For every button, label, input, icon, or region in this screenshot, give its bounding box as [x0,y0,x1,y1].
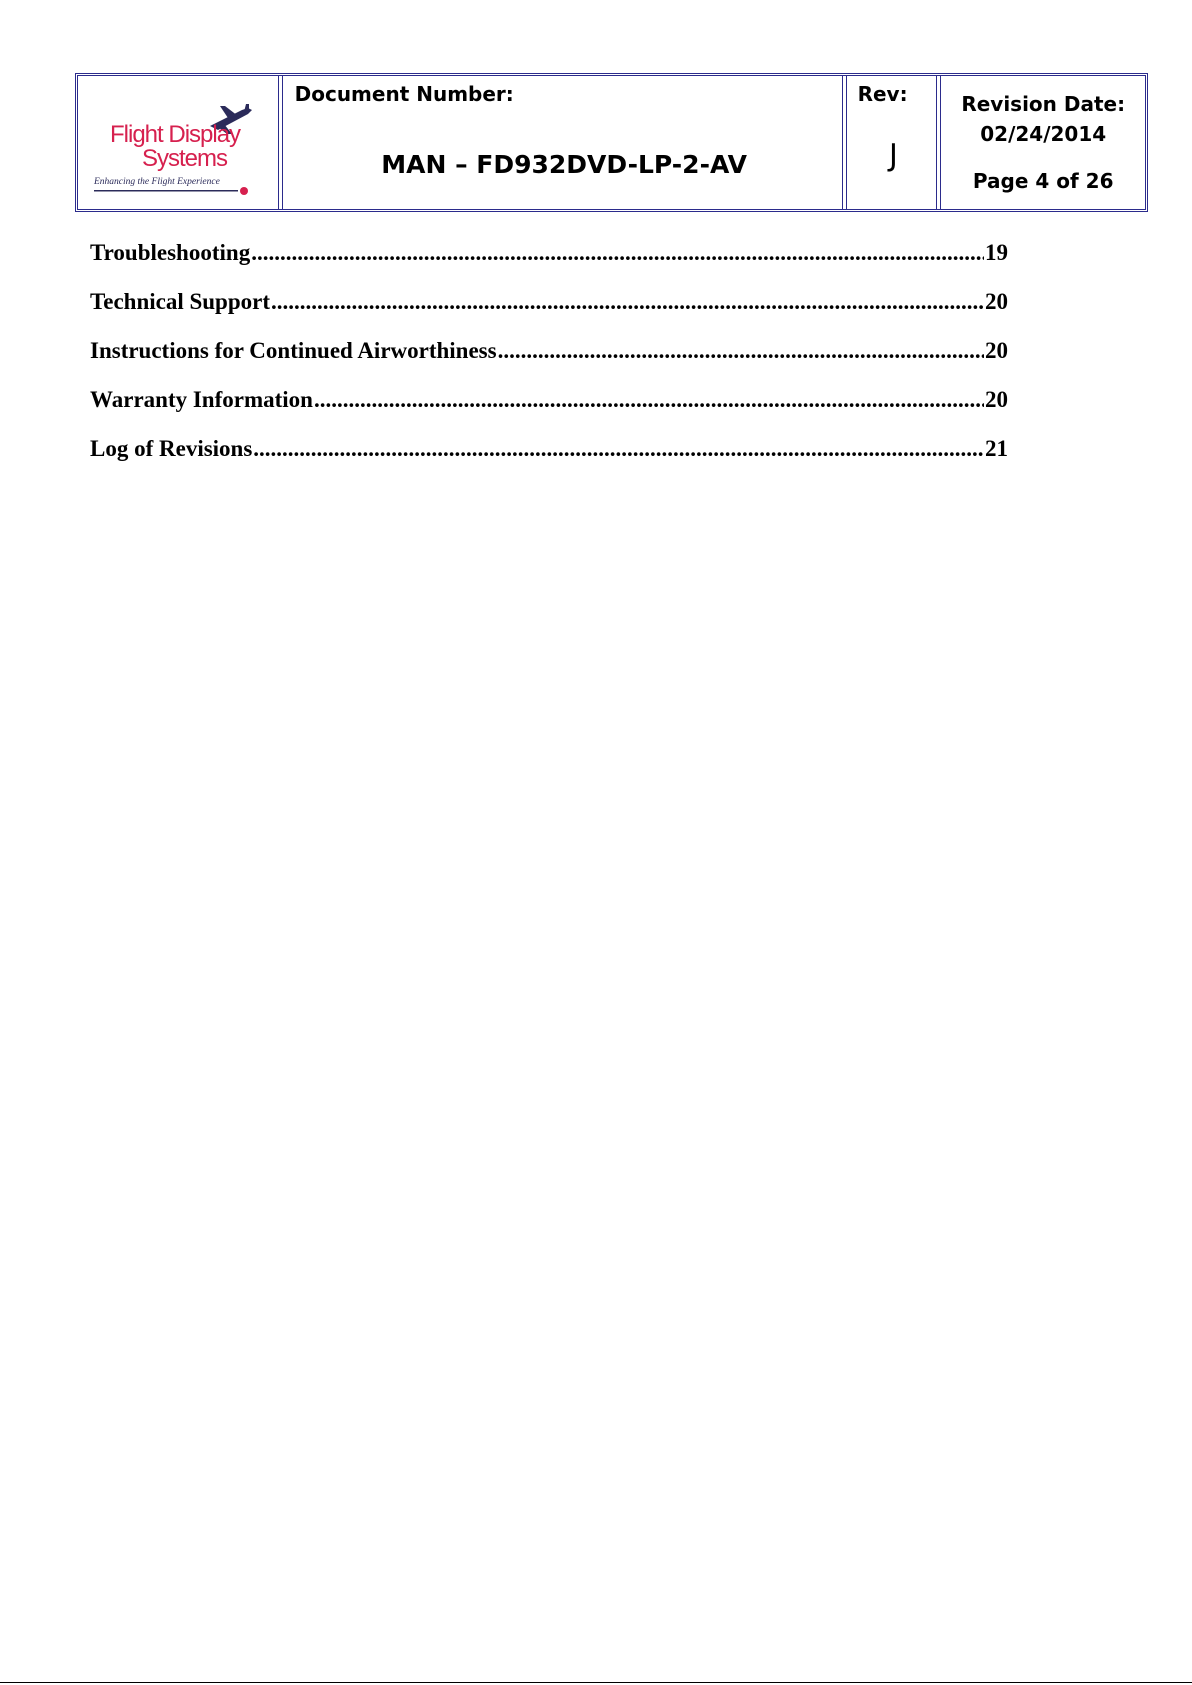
toc-entry-title[interactable]: Log of Revisions [90,436,253,461]
toc-dot-leader [253,436,984,462]
document-header [77,75,1146,210]
toc-entry-title[interactable]: Warranty Information [90,387,313,412]
logo-line1: Flight Display [110,121,241,148]
toc-entry-page[interactable]: 20 [985,387,1008,412]
logo-cell [78,76,283,209]
toc-entry-page[interactable]: 19 [985,240,1008,265]
toc-dot-leader [498,338,984,364]
toc-entry-page[interactable]: 20 [985,289,1008,314]
document-number: MAN – FD932DVD-LP-2-AV [381,150,747,179]
logo-line2: Systems [142,145,228,172]
table-of-contents [90,240,1008,485]
flight-display-systems-logo [92,96,268,196]
rev-label: Rev: [857,82,908,106]
toc-entry[interactable] [90,289,1008,338]
toc-entry-title[interactable]: Troubleshooting [90,240,251,265]
toc-entry-page[interactable]: 20 [985,338,1008,363]
toc-dot-leader [314,387,984,413]
logo-dot [240,187,248,195]
document-number-label: Document Number: [294,82,514,106]
toc-dot-leader [271,289,984,315]
revision-date: 02/24/2014 [980,122,1107,146]
revision-date-label: Revision Date: [961,92,1126,116]
toc-dot-leader [251,240,984,266]
toc-entry-title[interactable]: Technical Support [90,289,271,314]
revision-date-cell [941,76,1145,209]
toc-entry-page[interactable]: 21 [985,436,1008,461]
page-number: Page 4 of 26 [972,169,1114,193]
document-number-cell [283,76,847,209]
toc-entry-title[interactable]: Instructions for Continued Airworthiness [90,338,497,363]
revision-cell [847,76,942,209]
toc-entry[interactable] [90,436,1008,485]
toc-entry[interactable] [90,338,1008,387]
toc-entry[interactable] [90,387,1008,436]
rev-value: J [889,138,898,173]
logo-tagline: Enhancing the Flight Experience [94,177,220,187]
toc-entry[interactable] [90,240,1008,289]
page-bottom-rule [0,1682,1192,1683]
